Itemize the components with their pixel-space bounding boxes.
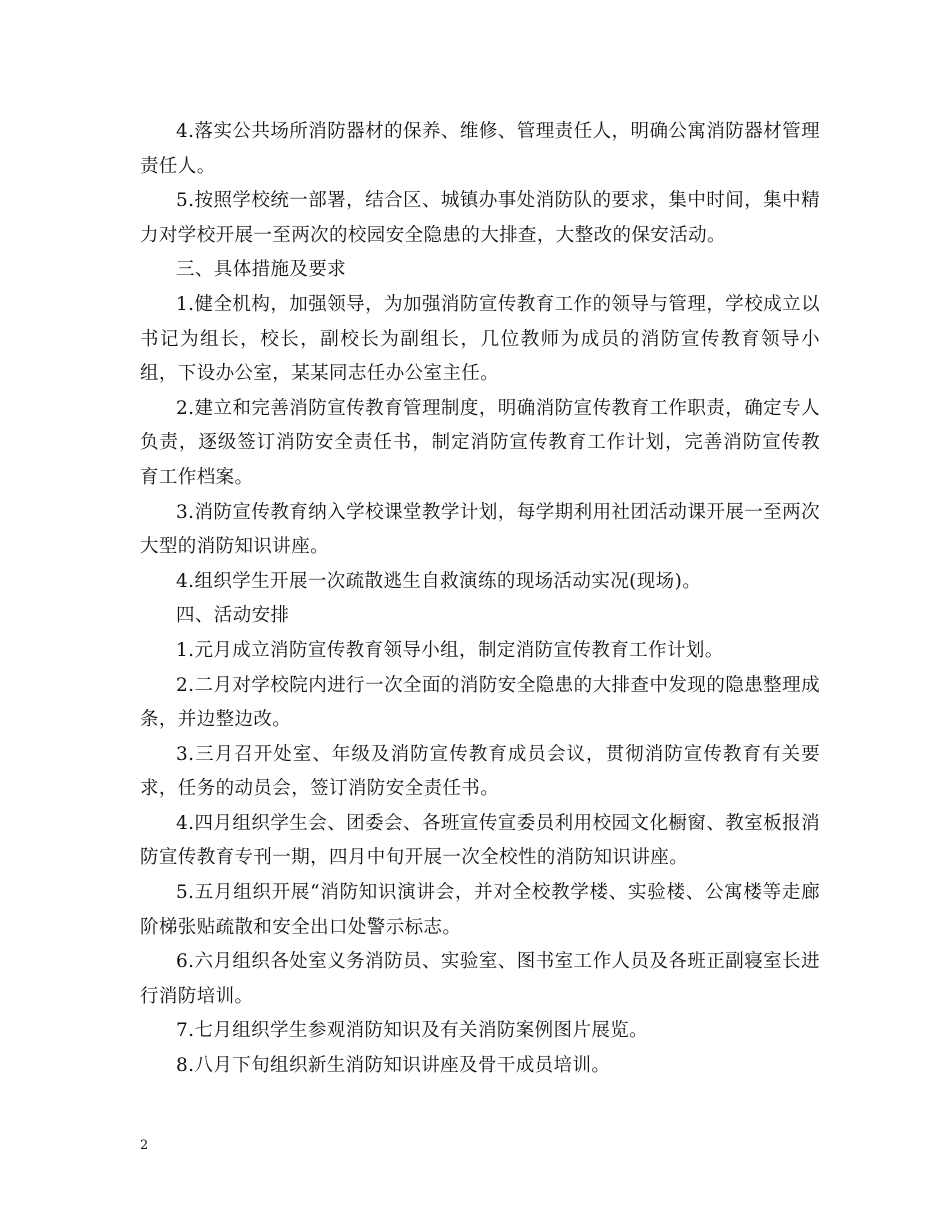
schedule-item-january: 1.元月成立消防宣传教育领导小组，制定消防宣传教育工作计划。 [176, 639, 724, 661]
section-heading-schedule: 四、活动安排 [176, 605, 290, 627]
document-body [140, 115, 820, 1084]
schedule-item-april: 4.四月组织学生会、团委会、各班宣传宣委员利用校园文化橱窗、教室板报消防宣传教育专刊一期，四月中旬开展一次全校性的消防知识讲座。 [140, 812, 820, 869]
paragraph-safety-inspection: 5.按照学校统一部署，结合区、城镇办事处消防队的要求，集中时间，集中精力对学校开展一至两次的校园安全隐患的大排查，大整改的保安活动。 [140, 190, 820, 246]
schedule-item-august: 8.八月下旬组织新生消防知识讲座及骨干成员培训。 [176, 1055, 611, 1077]
paragraph-management-system: 2.建立和完善消防宣传教育管理制度，明确消防宣传教育工作职责，确定专人负责，逐级签订消防安全责任书，制定消防宣传教育工作计划，完善消防宣传教育工作档案。 [140, 397, 820, 488]
page-number: 2 [140, 1138, 149, 1153]
paragraph-fire-equipment-responsibility: 4.落实公共场所消防器材的保养、维修、管理责任人，明确公寓消防器材管理责任人。 [140, 121, 820, 177]
schedule-item-may: 5.五月组织开展“消防知识演讲会，并对全校教学楼、实验楼、公寓楼等走廊阶梯张贴疏散和安全出口处警示标志。 [140, 882, 820, 938]
paragraph-evacuation-drill: 4.组织学生开展一次疏散逃生自救演练的现场活动实况(现场)。 [176, 570, 702, 592]
schedule-item-march: 3.三月召开处室、年级及消防宣传教育成员会议，贯彻消防宣传教育有关要求，任务的动员会，签订消防安全责任书。 [140, 743, 820, 800]
section-heading-measures: 三、具体措施及要求 [176, 259, 347, 281]
schedule-item-june: 6.六月组织各处室义务消防员、实验室、图书室工作人员及各班正副寝室长进行消防培训。 [140, 951, 820, 1007]
paragraph-organization: 1.健全机构，加强领导，为加强消防宣传教育工作的领导与管理，学校成立以书记为组长，校长，副校长为副组长，几位教师为成员的消防宣传教育领导小组，下设办公室，某某同志任办公室主任。 [140, 293, 820, 385]
paragraph-teaching-plan: 3.消防宣传教育纳入学校课堂教学计划，每学期利用社团活动课开展一至两次大型的消防知识讲座。 [140, 501, 820, 558]
schedule-item-february: 2.二月对学校院内进行一次全面的消防安全隐患的大排查中发现的隐患整理成条，并边整边改。 [140, 674, 820, 731]
schedule-item-july: 7.七月组织学生参观消防知识及有关消防案例图片展览。 [176, 1020, 649, 1042]
